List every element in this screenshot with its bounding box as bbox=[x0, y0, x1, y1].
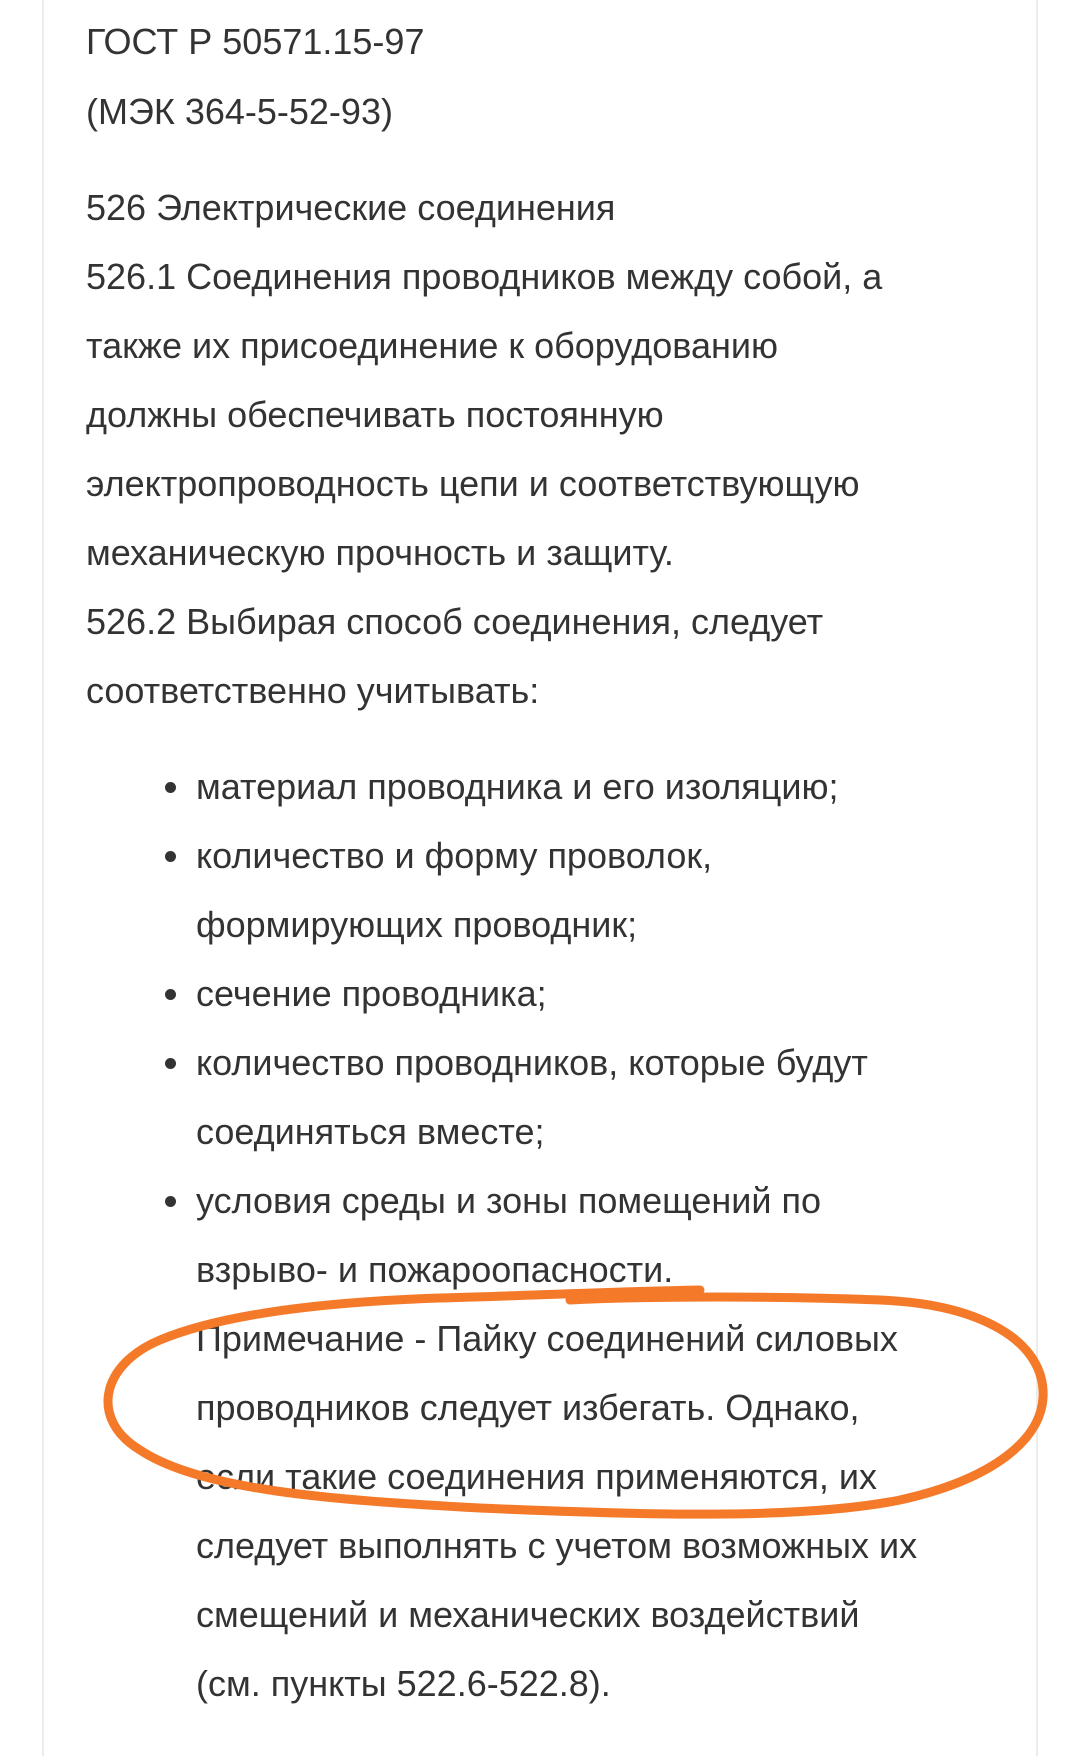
note-line: (см. пункты 522.6-522.8). bbox=[196, 1663, 611, 1704]
list-item-text: количество проводников, которые будут bbox=[196, 1042, 868, 1083]
bullet-icon bbox=[165, 851, 176, 862]
bullet-icon bbox=[165, 1196, 176, 1207]
note-line: Примечание - Пайку соединений силовых bbox=[196, 1318, 898, 1359]
list-item-text: соединяться вместе; bbox=[196, 1111, 545, 1152]
note-line: если такие соединения применяются, их bbox=[196, 1456, 877, 1497]
clause-526-2-line: 526.2 Выбирая способ соединения, следует bbox=[86, 601, 824, 642]
clause-526-1-line: также их присоединение к оборудованию bbox=[86, 325, 778, 366]
standard-code: ГОСТ Р 50571.15-97 bbox=[86, 21, 425, 62]
bullet-icon bbox=[165, 1058, 176, 1069]
note-line: следует выполнять с учетом возможных их bbox=[196, 1525, 918, 1566]
list-item-text: условия среды и зоны помещений по bbox=[196, 1180, 822, 1221]
list-item-text: формирующих проводник; bbox=[196, 904, 638, 945]
bullet-icon bbox=[165, 782, 176, 793]
clause-526-1-line: 526.1 Соединения проводников между собой, а bbox=[86, 256, 883, 297]
bullet-icon bbox=[165, 989, 176, 1000]
clause-526-2-line: соответственно учитывать: bbox=[86, 670, 540, 711]
clause-526-1-line: механическую прочность и защиту. bbox=[86, 532, 674, 573]
list-item-text: количество и форму проволок, bbox=[196, 835, 713, 876]
iec-code: (МЭК 364-5-52-93) bbox=[86, 91, 393, 132]
list-item-text: материал проводника и его изоляцию; bbox=[196, 766, 839, 807]
clause-526-1-line: электропроводность цепи и соответствующую bbox=[86, 463, 860, 504]
clause-526-1-line: должны обеспечивать постоянную bbox=[86, 394, 664, 435]
section-heading: 526 Электрические соединения bbox=[86, 187, 616, 228]
list-item-text: сечение проводника; bbox=[196, 973, 547, 1014]
list-item-text: взрыво- и пожароопасности. bbox=[196, 1249, 674, 1290]
note-line: проводников следует избегать. Однако, bbox=[196, 1387, 860, 1428]
note-line: смещений и механических воздействий bbox=[196, 1594, 860, 1635]
